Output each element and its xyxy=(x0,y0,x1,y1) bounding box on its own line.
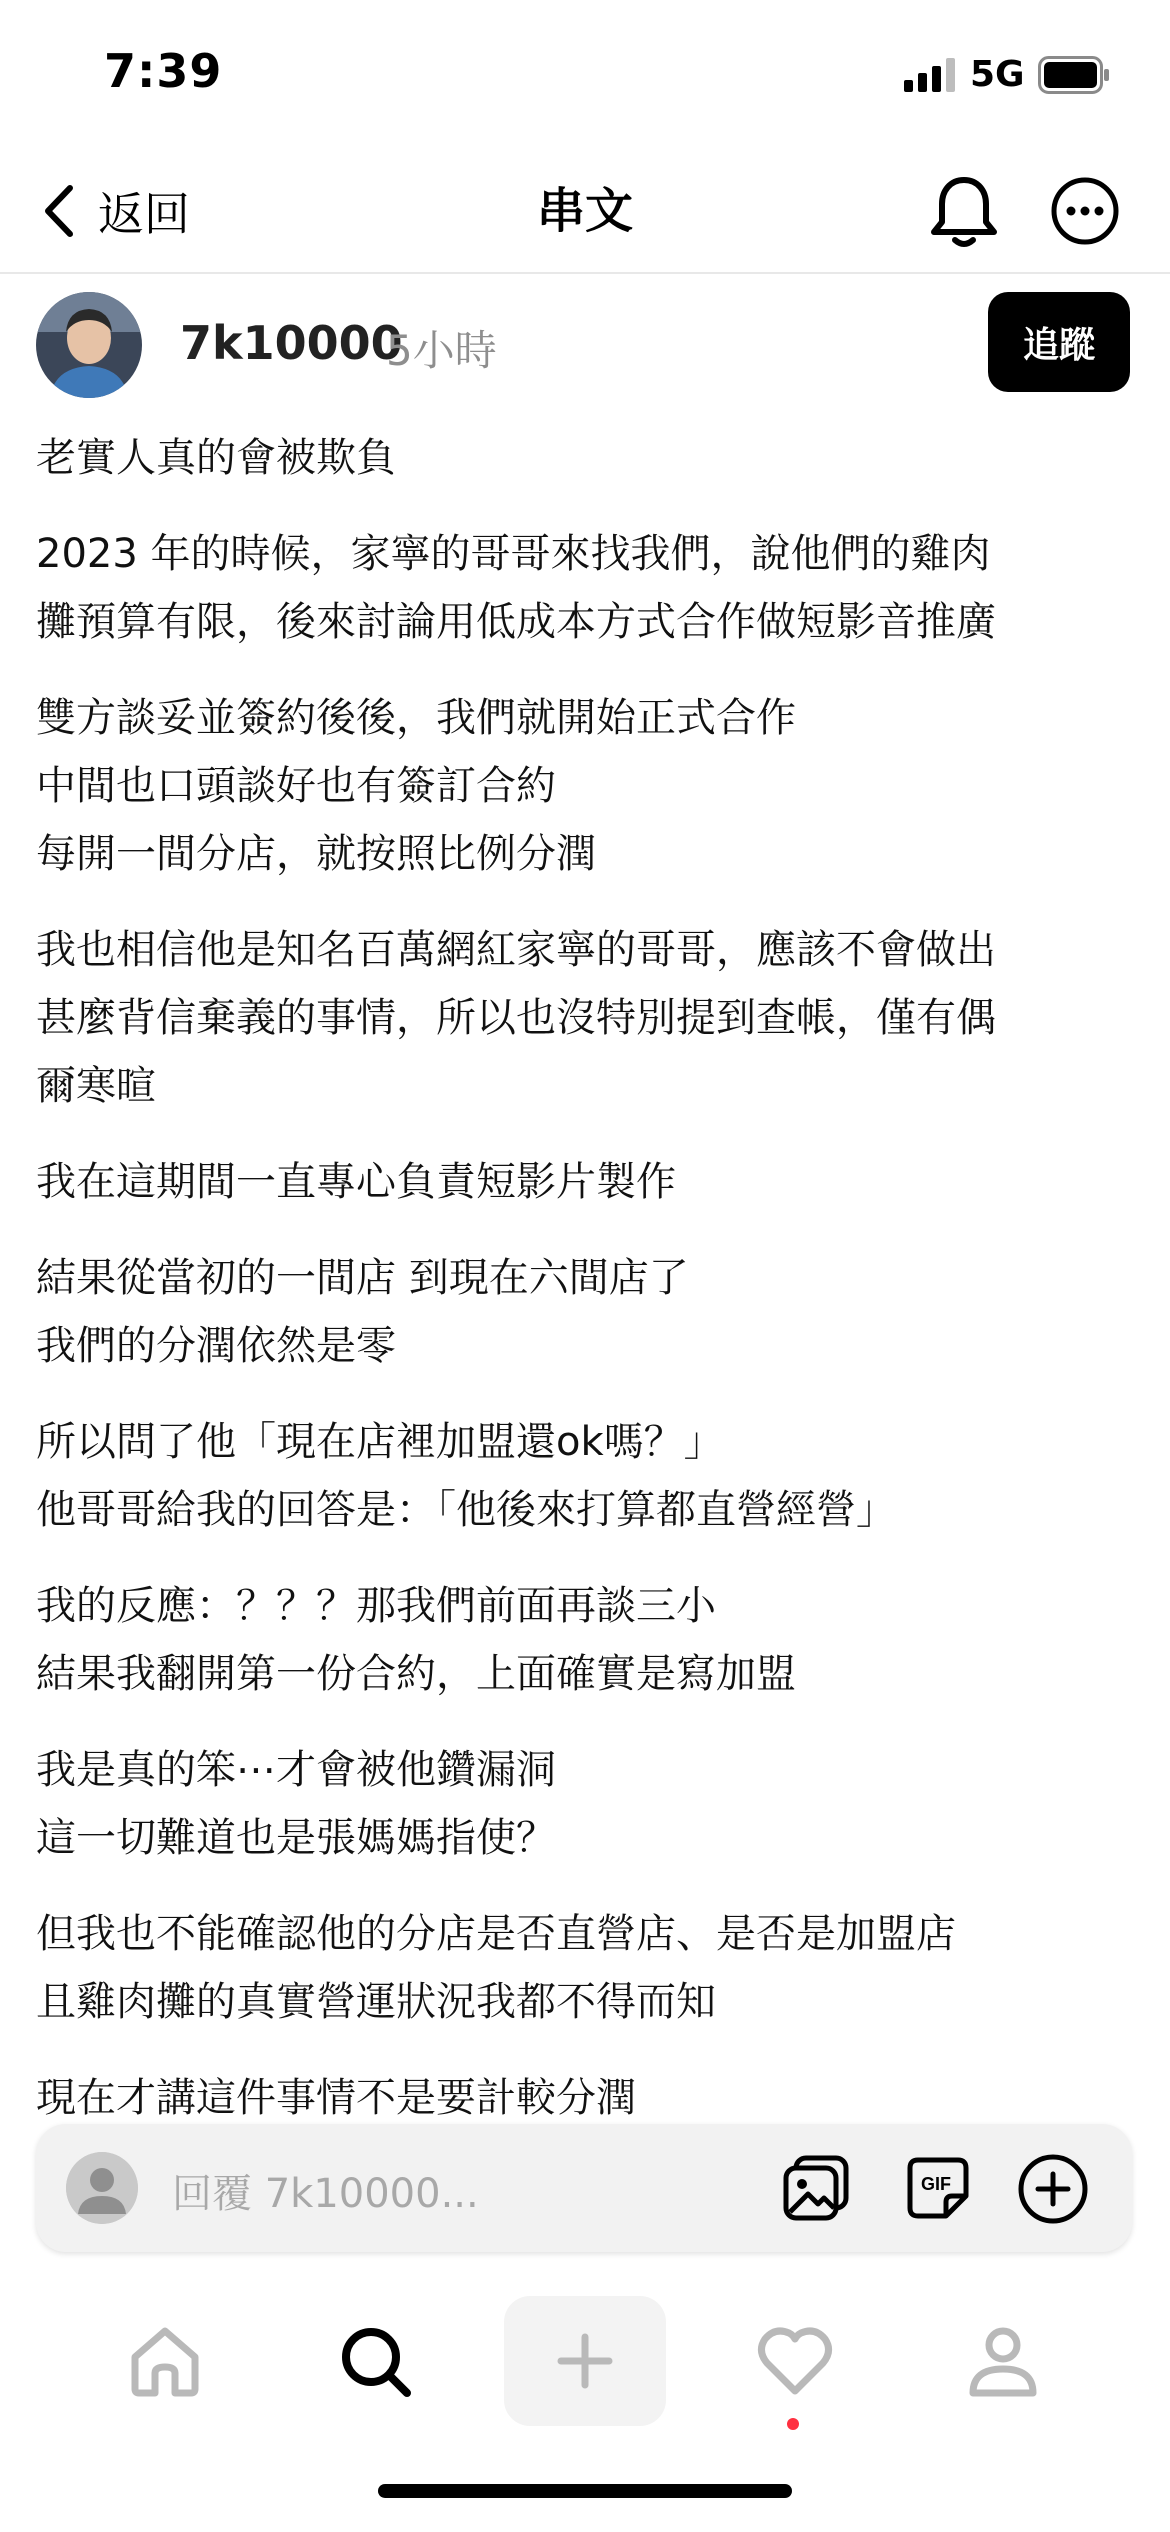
reply-input[interactable]: 回覆 7k10000... xyxy=(172,2171,479,2217)
notification-dot xyxy=(787,2418,799,2430)
post-paragraph: 但我也不能確認他的分店是否直營店、是否是加盟店 且雞肉攤的真實營運狀況我都不得而知 xyxy=(36,1911,956,2025)
status-time: 7:39 xyxy=(104,44,223,98)
page-title: 串文 xyxy=(536,183,633,239)
bottom-tab-bar xyxy=(0,2280,1170,2460)
follow-button[interactable]: 追蹤 xyxy=(988,292,1130,392)
battery-icon xyxy=(1038,56,1110,94)
post-header xyxy=(0,286,1170,406)
author-name[interactable]: 7k10000 xyxy=(180,316,403,370)
avatar[interactable] xyxy=(36,292,142,398)
tab-search[interactable] xyxy=(320,2306,430,2416)
signal-bars-icon xyxy=(904,58,958,92)
network-label: 5G xyxy=(970,54,1025,95)
post-paragraph: 我也相信他是知名百萬網紅家寧的哥哥，應該不會做出 甚麼背信棄義的事情，所以也沒特別提到查帳，僅有偶 爾寒暄 xyxy=(36,927,996,1109)
nav-header xyxy=(0,150,1170,274)
post-time: 5小時 xyxy=(386,326,497,375)
post-paragraph: 現在才講這件事情不是要計較分潤 xyxy=(36,2075,636,2121)
profile-icon xyxy=(963,2321,1043,2401)
user-avatar-icon xyxy=(66,2152,138,2224)
status-bar xyxy=(0,0,1170,150)
home-indicator xyxy=(378,2484,792,2498)
more-icon[interactable] xyxy=(1050,176,1120,246)
post-paragraph: 老實人真的會被欺負 xyxy=(36,435,396,481)
tab-activity[interactable] xyxy=(740,2306,850,2416)
svg-text:GIF: GIF xyxy=(921,2174,951,2194)
post-paragraph: 所以問了他「現在店裡加盟還ok嗎？」 他哥哥給我的回答是：「他後來打算都直營經營」 xyxy=(36,1419,896,1533)
plus-circle-icon[interactable] xyxy=(1016,2152,1090,2226)
post-paragraph: 雙方談妥並簽約後後，我們就開始正式合作 中間也口頭談好也有簽訂合約 每開一間分店，就按照比例分潤 xyxy=(36,695,796,877)
post-body xyxy=(36,424,1136,2126)
heart-icon xyxy=(755,2321,835,2401)
reply-bar[interactable] xyxy=(36,2124,1132,2252)
gif-icon[interactable] xyxy=(902,2152,974,2224)
home-icon xyxy=(125,2321,205,2401)
post-paragraph: 2023 年的時候，家寧的哥哥來找我們，說他們的雞肉 攤預算有限，後來討論用低成本方式合作做短影音推廣 xyxy=(36,531,996,645)
tab-home[interactable] xyxy=(110,2306,220,2416)
tab-profile[interactable] xyxy=(948,2306,1058,2416)
post-paragraph: 我的反應：？？？那我們前面再談三小 結果我翻開第一份合約，上面確實是寫加盟 xyxy=(36,1583,796,1697)
photo-icon[interactable] xyxy=(780,2152,852,2224)
search-icon xyxy=(335,2321,415,2401)
tab-compose[interactable] xyxy=(504,2296,666,2426)
back-label: 返回 xyxy=(98,187,190,241)
plus-icon xyxy=(553,2329,617,2393)
post-paragraph: 結果從當初的一間店 到現在六間店了 我們的分潤依然是零 xyxy=(36,1255,689,1369)
post-paragraph: 我是真的笨⋯才會被他鑽漏洞 這一切難道也是張媽媽指使？ xyxy=(36,1747,556,1861)
bell-icon[interactable] xyxy=(928,172,1000,252)
post-paragraph: 我在這期間一直專心負責短影片製作 xyxy=(36,1159,676,1205)
